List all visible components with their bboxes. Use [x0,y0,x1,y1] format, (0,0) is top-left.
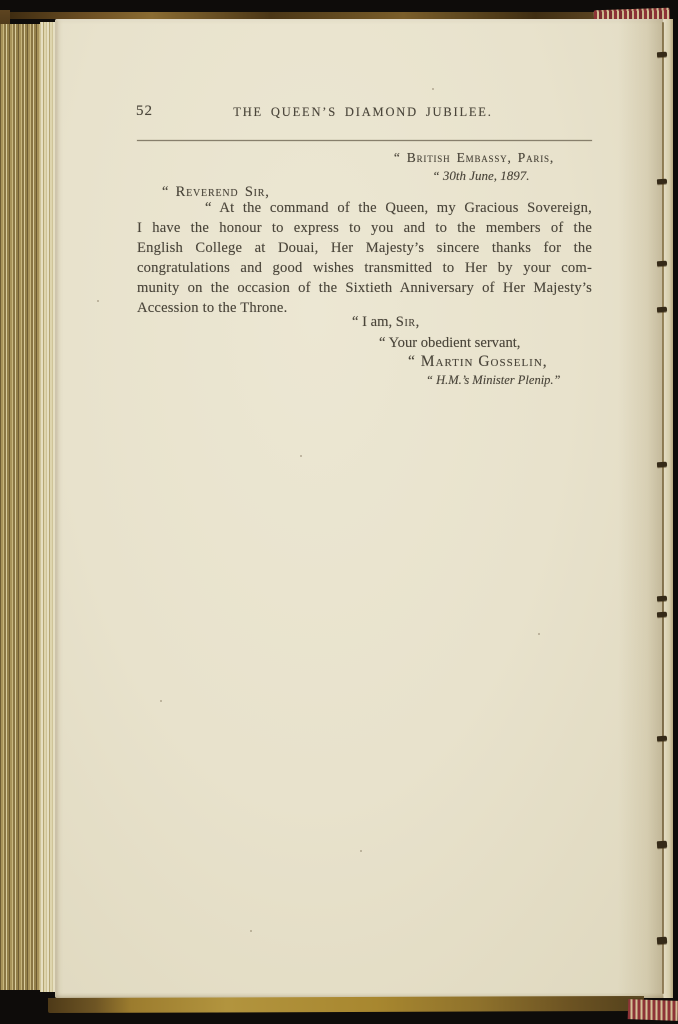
letter-body-line: Accession to the Throne. [137,300,288,316]
letter-body-line: congratulations and good wishes transmitted to Her by your com- [137,260,592,276]
paper-speck [538,633,540,635]
letter-body-line: English College at Douai, Her Majesty’s sincere thanks for the [137,240,592,256]
letter-signature: “ Martin Gosselin, [408,353,548,370]
gutter-crease [662,22,664,994]
letter-closing-servant: “ Your obedient servant, [379,335,521,351]
letter-address: “ British Embassy, Paris, [393,150,554,165]
stitch-mark [657,612,667,618]
letter-date: “ 30th June, 1897. [432,168,530,183]
stitch-mark [657,179,667,185]
stitch-mark [657,937,667,945]
letter-closing-i-am [352,314,420,331]
closing-sir: Sir, [395,314,420,330]
stitch-mark [657,261,667,267]
stitch-mark [657,462,667,468]
paper-speck [432,88,434,90]
letter-signatory-title: “ H.M.’s Minister Plenip.” [426,373,561,387]
stitch-mark [657,52,667,58]
headband-bottom [628,999,678,1021]
page-number: 52 [136,103,153,119]
paper-speck [360,850,362,852]
running-title: THE QUEEN’S DIAMOND JUBILEE. [233,105,493,119]
paper-speck [160,700,162,702]
paper-speck [250,930,252,932]
book-bottom-gilt-edge [48,996,644,1013]
letter-body-line: “ At the command of the Queen, my Gracious Sovereign, [205,200,592,216]
paper-speck [97,300,99,302]
stitch-mark [657,736,667,742]
book-top-gilt-edge [6,12,668,19]
header-rule [137,140,592,141]
gutter-facing-page-sliver [664,19,673,998]
stitch-mark [657,841,667,849]
letter-body-line: munity on the occasion of the Sixtieth Anniversary of Her Majesty’s [137,280,592,296]
stitch-mark [657,307,667,313]
stitch-mark [657,596,667,602]
letter-body-line: I have the honour to express to you and to the members of the [137,220,592,236]
letter-salutation: “ Reverend Sir, [162,184,270,200]
closing-prefix: “ I am, [352,314,396,330]
paper-speck [300,455,302,457]
gutter-shadow [618,19,663,998]
